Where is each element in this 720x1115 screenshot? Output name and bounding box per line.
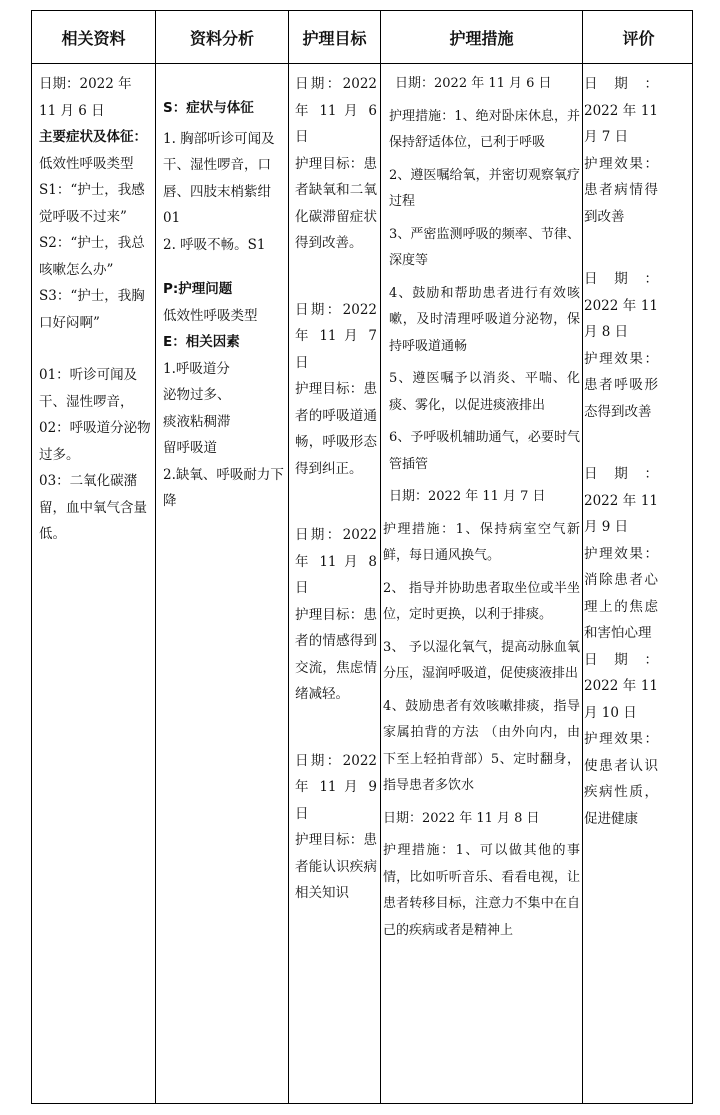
nursing-measures-cell: [383, 71, 580, 944]
s-item-1: 1. 胸部听诊可闻及干、湿性啰音，口唇、四肢末梢紫绀 01: [163, 130, 275, 226]
measure-item: 3、 予以湿化氧气，提高动脉血氧分压，湿润呼吸道，促使痰液排出: [383, 639, 580, 681]
nursing-plan-table: [31, 10, 693, 1104]
measures-date: 日期：2022 年 11 月 6 日: [395, 76, 552, 91]
subjective-s2: S2：“护士，我总咳嗽怎么办”: [39, 235, 145, 278]
measure-item: 护理措施：1、保持病室空气新鲜，每日通风换气。: [383, 521, 580, 563]
evaluation-date: 日期：2022 年 11 月 7 日: [584, 76, 658, 145]
related-data-cell: [39, 71, 151, 548]
goal-date: 日期：2022 年 11 月 6 日: [295, 76, 377, 145]
symptoms-title: 主要症状及体征：: [39, 129, 147, 145]
e-item-2: 2.缺氧、呼吸耐力下降: [163, 466, 284, 509]
goal-entry: [295, 522, 377, 708]
e-section-title: E：相关因素: [163, 334, 240, 350]
evaluation-cell: [584, 71, 658, 832]
evaluation-date: 日期：2022 年 11 月 8 日: [584, 271, 658, 340]
goal-text: 护理目标：患者的情感得到交流，焦虑情绪减轻。: [295, 606, 377, 702]
evaluation-entry: [584, 266, 658, 425]
evaluation-text: 护理效果：患者呼吸形态得到改善: [584, 350, 658, 420]
s-section-title: S：症状与体征: [163, 100, 254, 116]
header-nursing-goal: 护理目标: [302, 28, 367, 48]
measure-item: 3、严密监测呼吸的频率、节律、深度等: [389, 226, 580, 268]
measure-item: 4、鼓励患者有效咳嗽排痰，指导家属拍背的方法 （由外向内，由下至上轻拍背部）5、定时翻身，指导患者多饮水: [383, 698, 580, 793]
goal-entry: [295, 748, 377, 907]
goal-text: 护理目标：患者缺氧和二氧化碳滞留症状得到改善。: [295, 155, 377, 251]
header-related-data: 相关资料: [61, 28, 126, 48]
goal-entry: [295, 71, 377, 257]
goal-date: 日期：2022 年 11 月 7 日: [295, 301, 377, 371]
record-date: 日期：2022 年 11 月 6 日: [39, 76, 132, 119]
objective-o1: 01：听诊可闻及干、湿性啰音，: [39, 367, 138, 410]
evaluation-text: 护理效果：患者病情得到改善: [584, 155, 658, 225]
goal-date: 日期：2022 年 11 月 9 日: [295, 752, 377, 822]
e-item-1: 1.呼吸道分泌物过多、痰液粘稠滞留呼吸道: [163, 360, 231, 456]
column-divider: [288, 11, 289, 1103]
evaluation-entry: [584, 71, 658, 230]
evaluation-text: 护理效果：消除患者心理上的焦虑和害怕心理: [584, 545, 658, 641]
subjective-s3: S3：“护士，我胸口好闷啊”: [39, 288, 145, 331]
measure-item: 护理措施：1、可以做其他的事情，比如听听音乐、看看电视，让患者转移目标，注意力不集中在自己的疾病或者是精神上: [383, 843, 580, 938]
data-analysis-cell: [163, 95, 285, 515]
s-item-2: 2. 呼吸不畅。S1: [163, 236, 266, 253]
measure-item: 5、遵医嘱予以消炎、平喘、化痰、雾化，以促进痰液排出: [389, 371, 580, 413]
goal-text: 护理目标：患者的呼吸道通畅，呼吸形态得到纠正。: [295, 381, 377, 477]
header-evaluation: 评价: [622, 28, 655, 48]
goal-date: 日期：2022 年 11 月 8 日: [295, 527, 377, 596]
measures-date: 日期：2022 年 11 月 7 日: [389, 489, 546, 504]
symptoms-block: [39, 124, 151, 177]
evaluation-date: 日期：2022 年 11 月 9 日: [584, 466, 658, 535]
objective-o2: 02：呼吸道分泌物过多。: [39, 420, 151, 463]
header-data-analysis: 资料分析: [189, 28, 254, 48]
column-divider: [380, 11, 381, 1103]
measure-item: 2、 指导并协助患者取坐位或半坐位，定时更换，以利于排痰。: [383, 580, 580, 622]
objective-o3: 03：二氧化碳潴留，血中氧气含量低。: [39, 473, 147, 542]
column-divider: [155, 11, 156, 1103]
symptoms-text: 低效性呼吸类型: [39, 155, 134, 172]
goal-text: 护理目标：患者能认识疾病相关知识: [295, 832, 377, 901]
evaluation-text: 护理效果：使患者认识疾病性质，促进健康: [584, 731, 658, 827]
evaluation-date: 日期：2022 年 11 月 10 日: [584, 651, 658, 721]
measure-item: 护理措施：1、绝对卧床休息，并保持舒适体位，已利于呼吸: [389, 108, 580, 150]
measure-item: 6、予呼吸机辅助通气，必要时气管插管: [389, 430, 580, 472]
goal-entry: [295, 297, 377, 483]
evaluation-entry: [584, 461, 658, 647]
measures-date: 日期：2022 年 11 月 8 日: [383, 810, 540, 826]
header-nursing-measures: 护理措施: [449, 28, 514, 48]
measure-item: 4、鼓励和帮助患者进行有效咳嗽，及时清理呼吸道分泌物，保持呼吸道通畅: [389, 285, 580, 354]
nursing-goal-cell: [295, 71, 377, 907]
subjective-s1: S1：“护士，我感觉呼吸不过来”: [39, 182, 145, 225]
measure-item: 2、遵医嘱给氧，并密切观察氧疗过程: [389, 167, 580, 209]
p-section-title: P:护理问题: [163, 281, 233, 297]
evaluation-entry: [584, 647, 658, 833]
p-section-text: 低效性呼吸类型: [163, 307, 258, 324]
column-divider: [582, 11, 583, 1103]
